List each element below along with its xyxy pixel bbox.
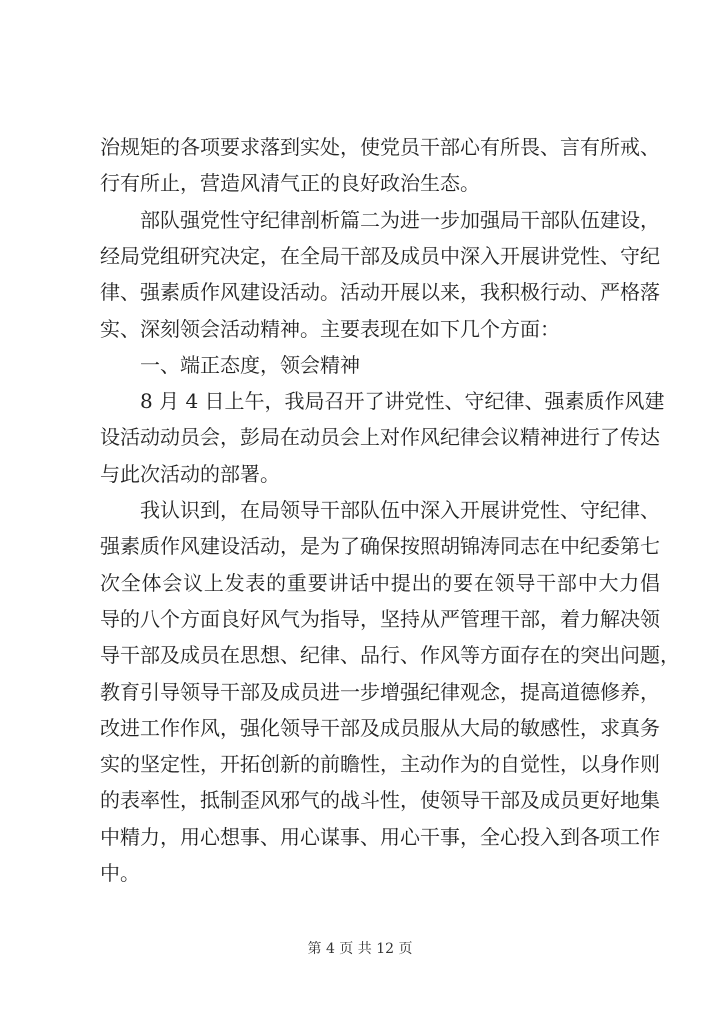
text-line: 经局党组研究决定，在全局干部及成员中深入开展讲党性、守纪 <box>100 243 660 268</box>
text-line: 实的坚定性，开拓创新的前瞻性，主动作为的自觉性，以身作则 <box>100 752 660 777</box>
text-line: 强素质作风建设活动，是为了确保按照胡锦涛同志在中纪委第七 <box>100 534 660 559</box>
text-line: 教育引导领导干部及成员进一步增强纪律观念，提高道德修养， <box>100 679 660 704</box>
text-line: 律、强素质作风建设活动。活动开展以来，我积极行动、严格落 <box>100 280 660 305</box>
page-number: 第 4 页 共 12 页 <box>307 941 413 957</box>
text-line: 治规矩的各项要求落到实处，使党员干部心有所畏、言有所戒、 <box>100 135 660 159</box>
text-line: 实、深刻领会活动精神。主要表现在如下几个方面： <box>100 316 560 341</box>
text-line: 改进工作作风，强化领导干部及成员服从大局的敏感性，求真务 <box>100 715 660 740</box>
text-line: 设活动动员会，彭局在动员会上对作风纪律会议精神进行了传达 <box>100 425 660 450</box>
text-line: 部队强党性守纪律剖析篇二为进一步加强局干部队伍建设， <box>140 207 660 232</box>
text-line: 导干部及成员在思想、纪律、品行、作风等方面存在的突出问题， <box>100 643 680 668</box>
text-line: 次全体会议上发表的重要讲话中提出的要在领导干部中大力倡 <box>100 570 660 595</box>
text-line: 行有所止，营造风清气正的良好政治生态。 <box>100 171 480 196</box>
text-line: 中。 <box>100 861 140 885</box>
text-line: 8 月 4 日上午，我局召开了讲党性、守纪律、强素质作风建 <box>140 389 665 414</box>
text-line: 中精力，用心想事、用心谋事、用心干事，全心投入到各项工作 <box>100 824 660 849</box>
text-line: 的表率性，抵制歪风邪气的战斗性，使领导干部及成员更好地集 <box>100 788 660 813</box>
text-line: 与此次活动的部署。 <box>100 461 280 486</box>
text-line: 导的八个方面良好风气为指导，坚持从严管理干部，着力解决领 <box>100 606 660 631</box>
text-line: 一、端正态度，领会精神 <box>140 352 360 377</box>
text-line: 我认识到，在局领导干部队伍中深入开展讲党性、守纪律、 <box>140 498 660 522</box>
